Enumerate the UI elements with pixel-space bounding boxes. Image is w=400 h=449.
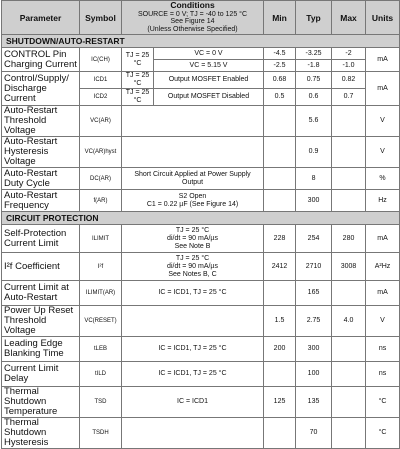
condition-line: TJ = 25 °C xyxy=(175,254,210,262)
condition-line: S2 Open xyxy=(178,192,207,200)
conditions-sub3: (Unless Otherwise Specified) xyxy=(147,25,238,33)
param-cell: Current Limit at Auto-Restart xyxy=(2,281,80,306)
condition-cell xyxy=(122,225,264,253)
condition-line: C1 = 0.22 µF (See Figure 14) xyxy=(146,200,239,208)
units-cell: V xyxy=(366,106,400,137)
param-cell: Auto-Restart Threshold Voltage xyxy=(2,106,80,137)
param-cell: Auto-Restart Hysteresis Voltage xyxy=(2,137,80,168)
param-cell: I²f Coefficient xyxy=(2,253,80,281)
units-cell: mA xyxy=(366,48,400,72)
max-cell: -2 xyxy=(332,48,366,60)
units-cell: ns xyxy=(366,362,400,387)
table-row xyxy=(2,106,400,137)
section-row xyxy=(2,35,400,48)
max-cell xyxy=(332,362,366,387)
min-cell xyxy=(264,362,296,387)
param-cell: Leading Edge Blanking Time xyxy=(2,337,80,362)
units-cell: ns xyxy=(366,337,400,362)
typ-cell: 0.9 xyxy=(296,137,332,168)
symbol-cell: ICD2 xyxy=(80,89,122,106)
header-typ: Typ xyxy=(296,1,332,35)
condition-cell: TJ = 25 °C xyxy=(122,89,154,106)
table-row xyxy=(2,337,400,362)
max-cell xyxy=(332,137,366,168)
max-cell: 0.7 xyxy=(332,89,366,106)
param-cell: Current Limit Delay xyxy=(2,362,80,387)
symbol-cell: IC(CH) xyxy=(80,48,122,72)
condition-line: di/dt = 90 mA/µs xyxy=(167,234,218,242)
max-cell: 3008 xyxy=(332,253,366,281)
header-symbol: Symbol xyxy=(80,1,122,35)
min-cell: 125 xyxy=(264,387,296,418)
min-cell: 1.5 xyxy=(264,306,296,337)
symbol-cell: VC(AR)hyst xyxy=(80,137,122,168)
table-row xyxy=(2,253,400,281)
condition-cell: IC = ICD1 xyxy=(122,387,264,418)
header-max: Max xyxy=(332,1,366,35)
typ-cell: 8 xyxy=(296,168,332,190)
typ-cell: 165 xyxy=(296,281,332,306)
condition-cell xyxy=(122,306,264,337)
conditions-title: Conditions xyxy=(170,0,215,10)
table-row xyxy=(2,225,400,253)
symbol-cell: VC(AR) xyxy=(80,106,122,137)
condition-cell: VC = 5.15 V xyxy=(154,60,264,72)
condition-cell: TJ = 25 °C xyxy=(122,48,154,72)
max-cell xyxy=(332,190,366,212)
units-cell: °C xyxy=(366,387,400,418)
table-row xyxy=(2,387,400,418)
param-cell: Self-Protection Current Limit xyxy=(2,225,80,253)
param-cell: Control/Supply/ Discharge Current xyxy=(2,72,80,106)
units-cell: V xyxy=(366,306,400,337)
electrical-characteristics-table xyxy=(1,0,400,449)
header-units: Units xyxy=(366,1,400,35)
max-cell xyxy=(332,337,366,362)
units-cell: mA xyxy=(366,281,400,306)
max-cell xyxy=(332,168,366,190)
max-cell: 4.0 xyxy=(332,306,366,337)
typ-cell: 135 xyxy=(296,387,332,418)
condition-line: See Notes B, C xyxy=(168,270,217,278)
min-cell: 200 xyxy=(264,337,296,362)
symbol-cell: ICD1 xyxy=(80,72,122,89)
condition-line: di/dt = 90 mA/µs xyxy=(167,262,218,270)
condition-cell: TJ = 25 °C xyxy=(122,72,154,89)
table-row xyxy=(2,281,400,306)
header-conditions xyxy=(122,1,264,35)
min-cell: 228 xyxy=(264,225,296,253)
header-row xyxy=(2,1,400,35)
units-cell: mA xyxy=(366,225,400,253)
symbol-cell: tLEB xyxy=(80,337,122,362)
condition-cell: Output MOSFET Enabled xyxy=(154,72,264,89)
typ-cell: 2.75 xyxy=(296,306,332,337)
max-cell: 280 xyxy=(332,225,366,253)
typ-cell: -3.25 xyxy=(296,48,332,60)
min-cell xyxy=(264,281,296,306)
param-cell: Power Up Reset Threshold Voltage xyxy=(2,306,80,337)
max-cell: 0.82 xyxy=(332,72,366,89)
symbol-cell: ILIMIT xyxy=(80,225,122,253)
param-cell: Auto-Restart Frequency xyxy=(2,190,80,212)
condition-cell: Short Circuit Applied at Power Supply Output xyxy=(122,168,264,190)
symbol-cell: DC(AR) xyxy=(80,168,122,190)
min-cell: -2.5 xyxy=(264,60,296,72)
units-cell: % xyxy=(366,168,400,190)
max-cell: -1.0 xyxy=(332,60,366,72)
typ-cell: 300 xyxy=(296,337,332,362)
section-row xyxy=(2,212,400,225)
typ-cell: 300 xyxy=(296,190,332,212)
condition-cell: Output MOSFET Disabled xyxy=(154,89,264,106)
table-row xyxy=(2,306,400,337)
condition-cell xyxy=(122,190,264,212)
min-cell: -4.5 xyxy=(264,48,296,60)
condition-line: TJ = 25 °C xyxy=(175,226,210,234)
max-cell xyxy=(332,418,366,449)
table-row xyxy=(2,168,400,190)
symbol-cell: ILIMIT(AR) xyxy=(80,281,122,306)
condition-cell xyxy=(122,106,264,137)
condition-cell: IC = ICD1, TJ = 25 °C xyxy=(122,281,264,306)
symbol-cell: f(AR) xyxy=(80,190,122,212)
typ-cell: 5.6 xyxy=(296,106,332,137)
min-cell xyxy=(264,418,296,449)
min-cell xyxy=(264,137,296,168)
table-row xyxy=(2,362,400,387)
symbol-cell: tILD xyxy=(80,362,122,387)
condition-line: See Note B xyxy=(174,242,211,250)
table-row xyxy=(2,48,400,60)
table-row xyxy=(2,418,400,449)
typ-cell: 70 xyxy=(296,418,332,449)
symbol-cell: VC(RESET) xyxy=(80,306,122,337)
typ-cell: -1.8 xyxy=(296,60,332,72)
param-cell: Thermal Shutdown Hysteresis xyxy=(2,418,80,449)
header-parameter: Parameter xyxy=(2,1,80,35)
typ-cell: 2710 xyxy=(296,253,332,281)
min-cell: 0.5 xyxy=(264,89,296,106)
condition-cell xyxy=(122,137,264,168)
conditions-sub2: See Figure 14 xyxy=(170,18,215,25)
param-cell: Auto-Restart Duty Cycle xyxy=(2,168,80,190)
condition-cell xyxy=(122,418,264,449)
max-cell xyxy=(332,106,366,137)
min-cell: 2412 xyxy=(264,253,296,281)
symbol-cell: TSDH xyxy=(80,418,122,449)
units-cell: mA xyxy=(366,72,400,106)
table-row xyxy=(2,137,400,168)
min-cell: 0.68 xyxy=(264,72,296,89)
table-row xyxy=(2,72,400,89)
condition-cell: IC = ICD1, TJ = 25 °C xyxy=(122,362,264,387)
min-cell xyxy=(264,190,296,212)
header-min: Min xyxy=(264,1,296,35)
units-cell: °C xyxy=(366,418,400,449)
condition-cell xyxy=(122,253,264,281)
units-cell: A²Hz xyxy=(366,253,400,281)
typ-cell: 0.6 xyxy=(296,89,332,106)
max-cell xyxy=(332,281,366,306)
max-cell xyxy=(332,387,366,418)
min-cell xyxy=(264,106,296,137)
typ-cell: 254 xyxy=(296,225,332,253)
table-row xyxy=(2,190,400,212)
typ-cell: 100 xyxy=(296,362,332,387)
typ-cell: 0.75 xyxy=(296,72,332,89)
units-cell: V xyxy=(366,137,400,168)
param-cell: Thermal Shutdown Temperature xyxy=(2,387,80,418)
conditions-sub1: SOURCE = 0 V; TJ = -40 to 125 °C xyxy=(138,10,248,18)
condition-cell: VC = 0 V xyxy=(154,48,264,60)
symbol-cell: I²f xyxy=(80,253,122,281)
symbol-cell: TSD xyxy=(80,387,122,418)
section-title: SHUTDOWN/AUTO-RESTART xyxy=(2,35,400,48)
section-title: CIRCUIT PROTECTION xyxy=(2,212,400,225)
condition-cell: IC = ICD1, TJ = 25 °C xyxy=(122,337,264,362)
units-cell: Hz xyxy=(366,190,400,212)
min-cell xyxy=(264,168,296,190)
param-cell: CONTROL Pin Charging Current xyxy=(2,48,80,72)
